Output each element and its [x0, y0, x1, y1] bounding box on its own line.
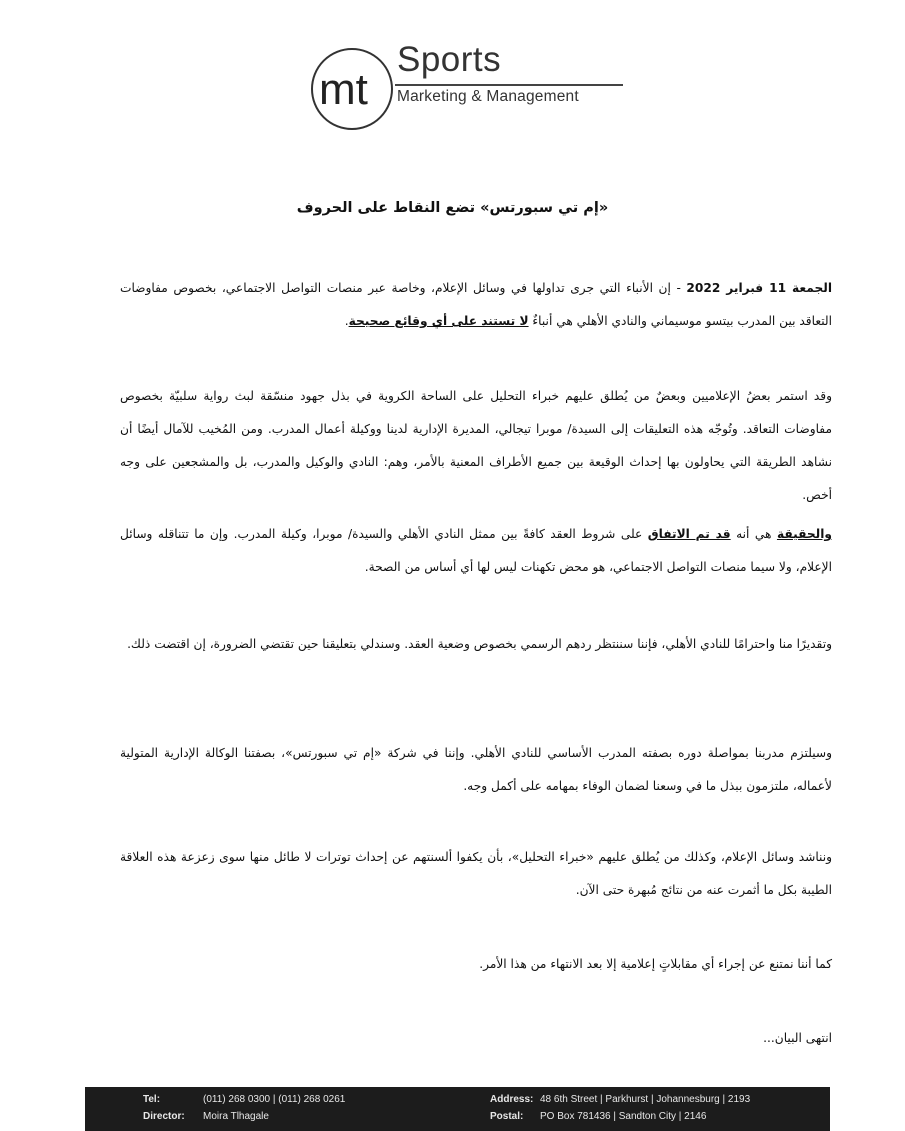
paragraph-7: كما أننا نمتنع عن إجراء أي مقابلاتٍ إعلامية إلا بعد الانتهاء من هذا الأمر. — [479, 957, 832, 971]
paragraph-2: وقد استمر بعضُ الإعلاميين وبعضٌ من يُطلق عليهم خبراء التحليل على الساحة الكروية في بذل جهود منسّقة لبث رواية سلبيّة بخصوص مفاوضات التعاقد. وتُوجّه هذه التعليقات إلى السيدة/ موبرا تيجالي، المديرة الإدارية لدينا ووكيلة أعمال المدرب. ومن المُخيب للآمال أيضًا أن نشاهد الطريقة التي يحاولون بها إحداث الوقيعة بين جميع الأطراف المعنية بالأمر، وهم: النادي والوكيل والمدرب، بل والمشجعين على وجه أخص. — [120, 389, 832, 502]
tel-value: (011) 268 0300 | (011) 268 0261 — [203, 1094, 346, 1105]
director-label: Director: — [143, 1111, 185, 1122]
release-date: الجمعة 11 فبراير 2022 — [686, 281, 832, 295]
paragraph-5: وسيلتزم مدربنا بمواصلة دوره بصفته المدرب الأساسي للنادي الأهلي. وإننا في شركة «إم تي سبورتس»، بصفتنا الوكالة الإدارية المتولية لأعماله، ملتزمون ببذل ما في وسعنا لضمان الوفاء بمهامه على أكمل وجه. — [120, 746, 832, 793]
paragraph-1-text-b: . — [344, 314, 349, 328]
company-logo — [305, 40, 625, 135]
logo-mark-text: mt — [319, 65, 368, 114]
paragraph-3 — [120, 518, 832, 584]
brand-divider — [395, 84, 623, 86]
paragraph-1 — [120, 272, 832, 338]
postal-value: PO Box 781436 | Sandton City | 2146 — [540, 1111, 707, 1122]
paragraph-3-emphasis: قد تم الاتفاق — [647, 527, 731, 541]
brand-tagline: Marketing & Management — [397, 88, 579, 105]
paragraph-3-lead: والحقيقة — [776, 527, 832, 541]
director-value: Moira Tlhagale — [203, 1111, 269, 1122]
paragraph-1-text-a: - إن الأنباء التي جرى تداولها في وسائل الإعلام، وخاصة عبر منصات التواصل الاجتماعي، بخصوص مفاوضات التعاقد بين المدرب بيتسو موسيماني والنادي الأهلي هي أنباءٌ — [120, 281, 832, 328]
paragraph-3-text-b: على شروط العقد كافةً بين ممثل النادي الأهلي والسيدة/ موبرا، وكيلة المدرب. وإن ما تتناقله وسائل الإعلام، ولا سيما منصات التواصل الاجتماعي، هو محض تكهنات ليس لها أي أساس من الصحة. — [120, 527, 832, 574]
press-release-title: «إم تي سبورتس» تضع النقاط على الحروف — [296, 200, 609, 216]
paragraph-3-text-a: هي أنه — [730, 527, 777, 541]
mt-logo-mark-icon — [305, 40, 405, 135]
paragraph-1-emphasis: لا تستند على أي وقائع صحيحة — [348, 314, 529, 328]
tel-label: Tel: — [143, 1094, 161, 1105]
closing-line: انتهى البيان... — [763, 1031, 832, 1045]
postal-label: Postal: — [490, 1111, 524, 1122]
address-label: Address: — [490, 1094, 534, 1105]
paragraph-6: ونناشد وسائل الإعلام، وكذلك من يُطلق عليهم «خبراء التحليل»، بأن يكفوا ألسنتهم عن إحداث توترات لا طائل منها سوى زعزعة هذه العلاقة الطيبة بكل ما أثمرت عنه من نتائج مُبهرة حتى الآن. — [120, 850, 832, 897]
brand-name: Sports — [397, 40, 502, 79]
contact-footer — [85, 1087, 830, 1131]
address-value: 48 6th Street | Parkhurst | Johannesburg | 2193 — [540, 1094, 751, 1105]
paragraph-4: وتقديرًا منا واحترامًا للنادي الأهلي، فإننا سننتظر ردهم الرسمي بخصوص وضعية العقد. وسندلي بتعليقنا حين تقتضي الضرورة، إن اقتضت ذلك. — [127, 637, 832, 651]
